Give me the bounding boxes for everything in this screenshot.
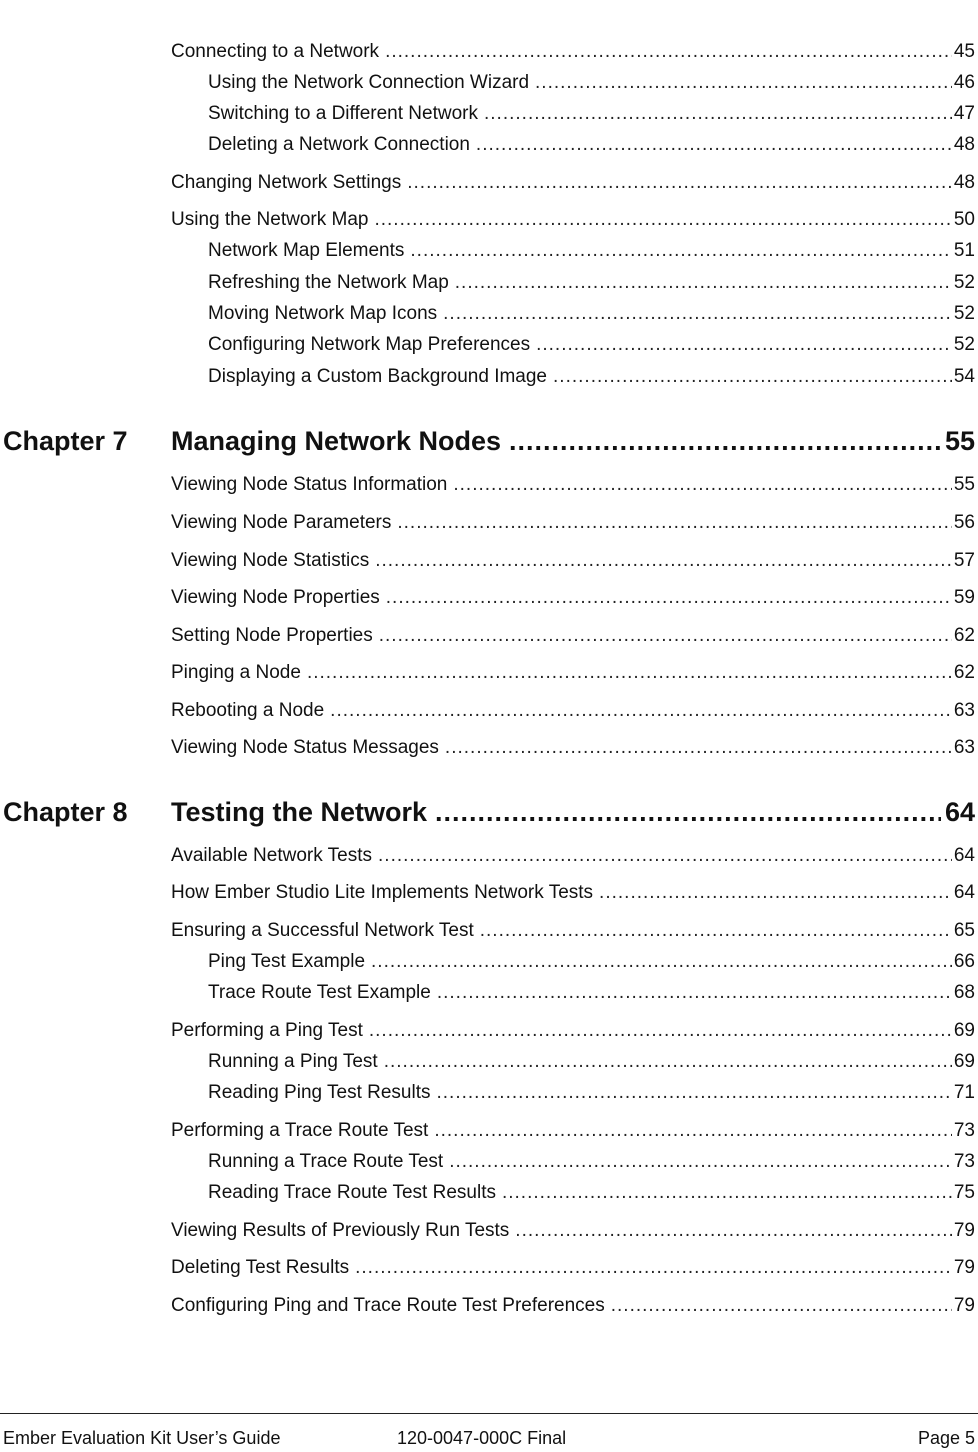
toc-entry[interactable] (171, 40, 975, 64)
toc-entry-page: 69 (953, 1051, 975, 1072)
toc-entry[interactable] (208, 102, 975, 126)
toc-entry-page: 48 (953, 134, 975, 155)
leader-dots (369, 1019, 952, 1043)
leader-dots (384, 1050, 952, 1074)
leader-dots (378, 844, 952, 868)
leader-dots (480, 919, 952, 943)
leader-dots (599, 881, 952, 905)
toc-entry-page: 69 (953, 1020, 975, 1041)
chapter-title: Managing Network Nodes (171, 426, 502, 456)
toc-entry-title: Configuring Network Map Preferences (208, 334, 531, 355)
toc-entry-page: 79 (953, 1257, 975, 1278)
leader-dots (536, 333, 952, 357)
toc-entry[interactable] (171, 844, 975, 868)
toc-entry-title: Ping Test Example (208, 951, 366, 972)
leader-dots (307, 661, 952, 685)
toc-entry-page: 56 (953, 512, 975, 533)
toc-entry-title: Rebooting a Node (171, 700, 325, 721)
toc-entry-page: 52 (953, 272, 975, 293)
toc-entry-page: 52 (953, 334, 975, 355)
leader-dots (443, 302, 952, 326)
toc-entry[interactable] (208, 133, 975, 157)
toc-entry[interactable] (171, 171, 975, 195)
toc-entry-title: Viewing Node Parameters (171, 512, 392, 533)
toc-entry-page: 45 (953, 41, 975, 62)
toc-entry-page: 65 (953, 920, 975, 941)
footer-doc-number: 120-0047-000C Final (397, 1428, 567, 1448)
toc-entry-title: Ensuring a Successful Network Test (171, 920, 474, 941)
leader-dots (385, 40, 952, 64)
toc-entry-page: 62 (953, 625, 975, 646)
leader-dots (386, 586, 952, 610)
leader-dots (509, 421, 941, 461)
toc-entry-title: Viewing Node Properties (171, 587, 380, 608)
leader-dots (371, 950, 952, 974)
leader-dots (455, 271, 952, 295)
page-footer (0, 1413, 978, 1452)
toc-entry-title: Refreshing the Network Map (208, 272, 449, 293)
leader-dots (374, 208, 951, 232)
toc-entry-page: 66 (953, 951, 975, 972)
chapter-8-heading[interactable] (0, 792, 978, 832)
leader-dots (553, 365, 952, 389)
toc-entry-title: Moving Network Map Icons (208, 303, 438, 324)
toc-entry-page: 47 (953, 103, 975, 124)
toc-entry[interactable] (208, 271, 975, 295)
toc-entry-page: 62 (953, 662, 975, 683)
toc-entry-title: Deleting a Network Connection (208, 134, 470, 155)
leader-dots (484, 102, 952, 126)
toc-entry[interactable] (208, 1081, 975, 1105)
toc-entry-title: Connecting to a Network (171, 41, 380, 62)
toc-entry-page: 68 (953, 982, 975, 1003)
toc-entry[interactable] (208, 71, 975, 95)
leader-dots (437, 1081, 952, 1105)
toc-entry-title: Displaying a Custom Background Image (208, 366, 548, 387)
toc-entry[interactable] (208, 981, 975, 1005)
toc-entry-page: 54 (953, 366, 975, 387)
toc-entry-page: 59 (953, 587, 975, 608)
toc-entry[interactable] (171, 661, 975, 685)
toc-entry-page: 71 (953, 1082, 975, 1103)
toc-entry-title: Pinging a Node (171, 662, 301, 683)
toc-entry-page: 51 (953, 240, 975, 261)
chapter-page: 55 (944, 426, 975, 456)
chapter-page: 64 (944, 797, 975, 827)
footer-page-number: Page 5 (917, 1428, 975, 1448)
leader-dots (611, 1294, 952, 1318)
leader-dots (375, 549, 952, 573)
toc-entry-page: 73 (953, 1151, 975, 1172)
toc-entry[interactable] (171, 1294, 975, 1318)
leader-dots (410, 239, 951, 263)
toc-entry[interactable] (171, 1256, 975, 1280)
toc-entry[interactable] (171, 511, 975, 535)
leader-dots (434, 1119, 952, 1143)
leader-dots (379, 624, 952, 648)
leader-dots (397, 511, 951, 535)
toc-entry-page: 46 (953, 72, 975, 93)
toc-entry[interactable] (171, 208, 975, 232)
leader-dots (453, 473, 951, 497)
leader-dots (437, 981, 952, 1005)
leader-dots (445, 736, 952, 760)
toc-entry-page: 63 (953, 700, 975, 721)
toc-entry-title: How Ember Studio Lite Implements Network Tests (171, 882, 594, 903)
toc-entry[interactable] (171, 549, 975, 573)
toc-entry-title: Reading Trace Route Test Results (208, 1182, 496, 1203)
leader-dots (535, 71, 952, 95)
toc-entry-page: 79 (953, 1220, 975, 1241)
leader-dots (502, 1181, 952, 1205)
toc-entry-page: 75 (953, 1182, 975, 1203)
toc-entry[interactable] (208, 302, 975, 326)
toc-entry[interactable] (208, 365, 975, 389)
toc-entry[interactable] (208, 1181, 975, 1205)
toc-entry[interactable] (171, 473, 975, 497)
toc-entry[interactable] (208, 239, 975, 263)
toc-entry-title: Trace Route Test Example (208, 982, 431, 1003)
chapter-title-row (171, 421, 975, 461)
leader-dots (435, 792, 941, 832)
leader-dots (515, 1219, 952, 1243)
toc-entry[interactable] (171, 919, 975, 943)
toc-entry-page: 64 (953, 845, 975, 866)
footer-guide-title: Ember Evaluation Kit User’s Guide (3, 1428, 281, 1448)
toc-entry-page: 48 (953, 172, 975, 193)
toc-entry-title: Changing Network Settings (171, 172, 402, 193)
toc-entry-title: Switching to a Different Network (208, 103, 478, 124)
toc-entry-title: Viewing Node Status Information (171, 474, 448, 495)
toc-entry-page: 79 (953, 1295, 975, 1316)
toc-entry-title: Viewing Node Statistics (171, 550, 370, 571)
toc-entry[interactable] (171, 1019, 975, 1043)
toc-entry[interactable] (171, 1219, 975, 1243)
toc-entry-title: Setting Node Properties (171, 625, 373, 646)
toc-entry-title: Deleting Test Results (171, 1257, 350, 1278)
toc-entry[interactable] (171, 586, 975, 610)
toc-entry-page: 50 (953, 209, 975, 230)
toc-entry-title: Available Network Tests (171, 845, 373, 866)
toc-entry[interactable] (208, 950, 975, 974)
toc-entry[interactable] (208, 1150, 975, 1174)
toc-entry-page: 73 (953, 1120, 975, 1141)
chapter-title: Testing the Network (171, 797, 428, 827)
toc-entry[interactable] (208, 333, 975, 357)
toc-entry[interactable] (171, 1119, 975, 1143)
toc-entry[interactable] (171, 699, 975, 723)
toc-entry[interactable] (171, 736, 975, 760)
toc-entry-title: Network Map Elements (208, 240, 405, 261)
toc-entry[interactable] (171, 624, 975, 648)
toc-entry[interactable] (171, 881, 975, 905)
toc-entry-title: Using the Network Connection Wizard (208, 72, 530, 93)
leader-dots (407, 171, 952, 195)
toc-entry-title: Viewing Node Status Messages (171, 737, 439, 758)
toc-entry-title: Running a Trace Route Test (208, 1151, 444, 1172)
toc-entry-page: 64 (953, 882, 975, 903)
toc-entry-title: Viewing Results of Previously Run Tests (171, 1220, 510, 1241)
toc-entry-title: Using the Network Map (171, 209, 369, 230)
chapter-7-heading[interactable] (0, 421, 978, 461)
leader-dots (330, 699, 952, 723)
toc-entry-title: Running a Ping Test (208, 1051, 378, 1072)
toc-entry-page: 57 (953, 550, 975, 571)
chapter-title-row (171, 792, 975, 832)
toc-entry-page: 55 (953, 474, 975, 495)
toc-entry-page: 52 (953, 303, 975, 324)
chapter-label: Chapter 8 (3, 797, 128, 827)
toc-entry-title: Performing a Trace Route Test (171, 1120, 429, 1141)
leader-dots (476, 133, 952, 157)
chapter-label: Chapter 7 (3, 426, 128, 456)
toc-entry-title: Performing a Ping Test (171, 1020, 363, 1041)
leader-dots (355, 1256, 952, 1280)
leader-dots (449, 1150, 952, 1174)
toc-entry-page: 63 (953, 737, 975, 758)
toc-entry[interactable] (208, 1050, 975, 1074)
toc-entry-title: Reading Ping Test Results (208, 1082, 431, 1103)
toc-entry-title: Configuring Ping and Trace Route Test Preferences (171, 1295, 605, 1316)
